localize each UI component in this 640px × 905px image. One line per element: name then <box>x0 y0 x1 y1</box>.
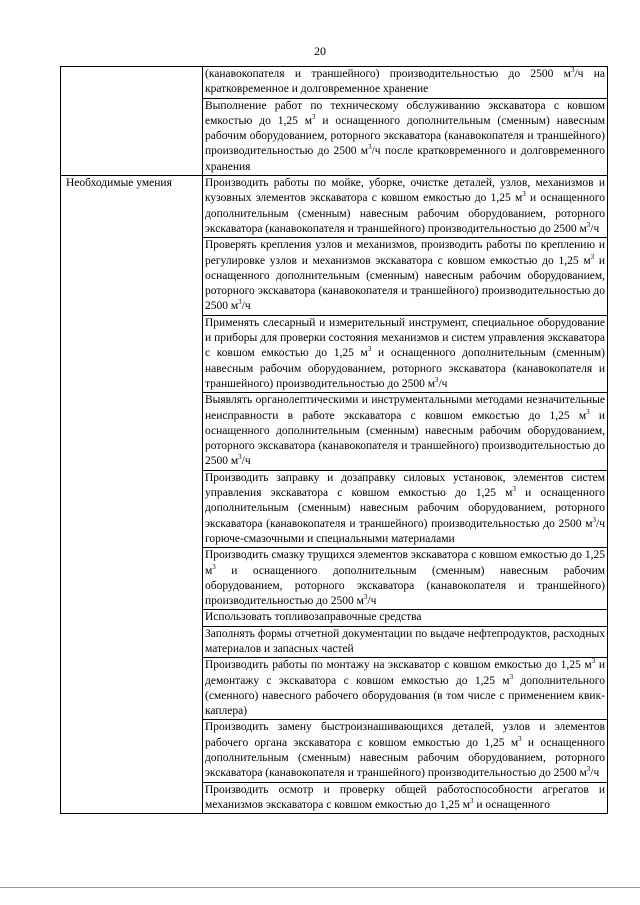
row-text-cell: Производить осмотр и проверку общей работоспособности агрегатов и механизмов экскаватора с ковшом емкостью до 1,25 $м^3$ и оснащенного <box>203 782 608 814</box>
row-text-cell: Выявлять органолептическими и инструментальными методами незначительные неисправности в работе экскаватора с ковшом емкостью до 1,25 $м^3$ и оснащенного дополнительным (сменным) навесным рабочим оборудованием, роторного экскаватора (канавокопателя и траншейного) производительностью до 2500 $м^3/ч$ <box>203 393 608 470</box>
row-text-cell: (канавокопателя и траншейного) производительностью до 2500 $м^3/ч$ на кратковременное и долговременное хранение <box>203 67 608 99</box>
row-text-cell: Производить замену быстроизнашивающихся деталей, узлов и элементов рабочего органа экскаватора с ковшом емкостью до 1,25 $м^3$ и оснащенного дополнительным (сменным) навесным рабочим оборудованием, роторного экскаватора (канавокопателя и траншейного) производительностью до 2500 $м^3/ч$ <box>203 720 608 782</box>
row-text-cell: Производить работы по мойке, уборке, очистке деталей, узлов, механизмов и кузовных элементов экскаватора с ковшом емкостью до 1,25 $м^3$ и оснащенного дополнительным (сменным) навесным рабочим оборудованием, роторного экскаватора (канавокопателя и траншейного) производительностью до 2500 $м^3/ч$ <box>203 176 608 238</box>
page-number: 20 <box>314 44 326 58</box>
row-text-cell: Производить смазку трущихся элементов экскаватора с ковшом емкостью до 1,25 $м^3$ и оснащенного дополнительным (сменным) навесным рабочим оборудованием, роторного экскаватора (канавокопателя и траншейного) производительностью до 2500 $м^3/ч$ <box>203 548 608 610</box>
row-text-cell: Производить заправку и дозаправку силовых установок, элементов систем управления экскаватора с ковшом емкостью до 1,25 $м^3$ и оснащенного дополнительным (сменным) навесным рабочим оборудованием, роторного экскаватора (канавокопателя и траншейного) производительностью до 2500 $м^3/ч$ горюче-смазочными и специальными материалами <box>203 470 608 547</box>
row-text-cell: Применять слесарный и измерительный инструмент, специальное оборудование и приборы для проверки состояния механизмов и систем управления экскаватора с ковшом емкостью до 1,25 $м^3$ и оснащенного дополнительным (сменным) навесным рабочим оборудованием, роторного экскаватора (канавокопателя и траншейного) производительностью до 2500 $м^3/ч$ <box>203 315 608 392</box>
row-label-cell: Необходимые умения <box>61 176 203 814</box>
row-text-cell: Выполнение работ по техническому обслуживанию экскаватора с ковшом емкостью до 1,25 $м^3$ и оснащенного дополнительным (сменным) навесным рабочим оборудованием, роторного экскаватора (канавокопателя и траншейного) производительностью до 2500 $м^3/ч$ после кратковременного и долговременного хранения <box>203 98 608 175</box>
table-row <box>61 176 608 238</box>
row-text-cell: Производить работы по монтажу на экскаватор с ковшом емкостью до 1,25 $м^3$ и демонтажу с экскаватора с ковшом емкостью до 1,25 $м^3$ дополнительного (сменного) навесного рабочего оборудования (в том числе с применением квик-каплера) <box>203 658 608 720</box>
row-text-cell: Проверять крепления узлов и механизмов, производить работы по креплению и регулировке узлов и механизмов экскаватора с ковшом емкостью до 1,25 $м^3$ и оснащенного дополнительным (сменным) навесным рабочим оборудованием, роторного экскаватора (канавокопателя и траншейного) производительностью до 2500 $м^3/ч$ <box>203 238 608 315</box>
table-row <box>61 67 608 99</box>
row-label-cell <box>61 67 203 176</box>
competency-table <box>60 66 608 814</box>
row-text-cell: Заполнять формы отчетной документации по выдаче нефтепродуктов, расходных материалов и запасных частей <box>203 626 608 658</box>
page-bottom-edge <box>0 887 640 888</box>
row-text-cell: Использовать топливозаправочные средства <box>203 610 608 626</box>
